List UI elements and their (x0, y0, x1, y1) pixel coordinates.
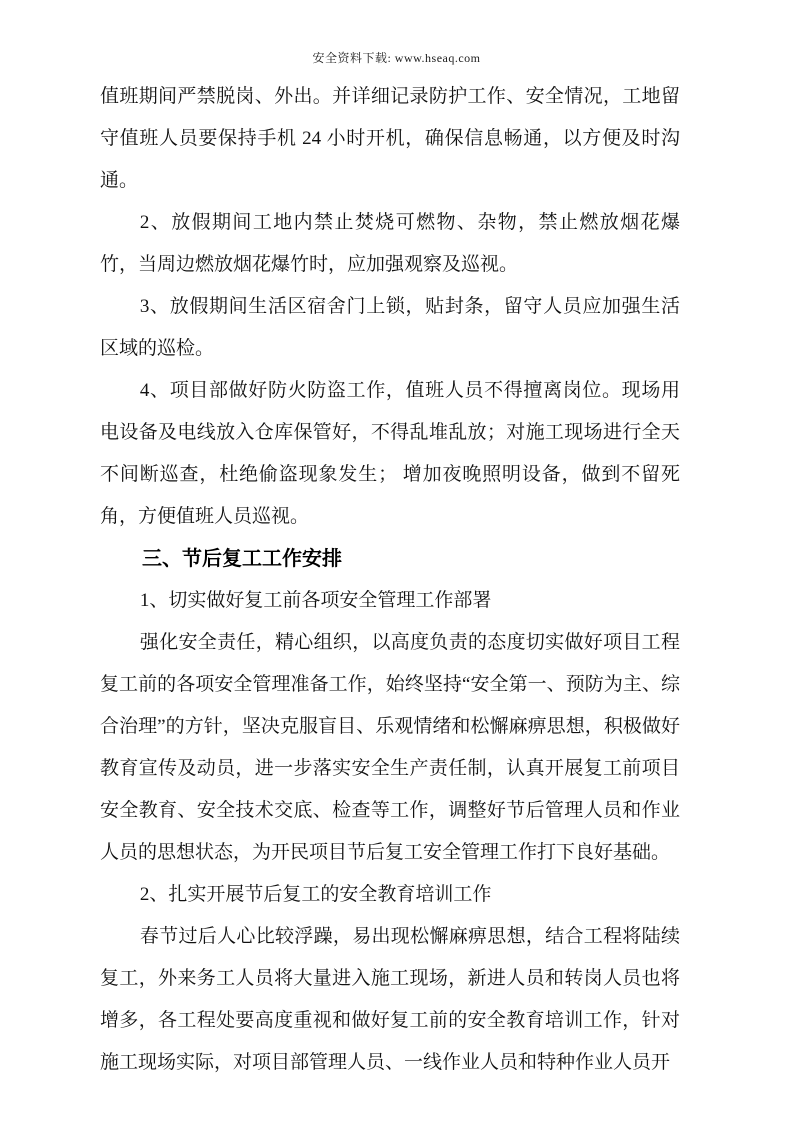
paragraph: 春节过后人心比较浮躁，易出现松懈麻痹思想，结合工程将陆续复工，外来务工人员将大量进入施工现场，新进人员和转岗人员也将增多，各工程处要高度重视和做好复工前的安全教育培训工作，针对施工现场实际，对项目部管理人员、一线作业人员和特种作业人员开 (100, 926, 680, 1073)
section-heading: 三、节后复工工作安排 (142, 548, 342, 570)
paragraph: 4、项目部做好防火防盗工作，值班人员不得擅离岗位。现场用电设备及电线放入仓库保管好，不得乱堆乱放；对施工现场进行全天不间断巡查，杜绝偷盗现象发生； 增加夜晚照明设备，做到不留死角，方便值班人员巡视。 (100, 380, 680, 527)
page-header (0, 49, 793, 66)
paragraph: 强化安全责任，精心组织，以高度负责的态度切实做好项目工程复工前的各项安全管理准备工作，始终坚持“安全第一、预防为主、综合治理”的方针，坚决克服盲目、乐观情绪和松懈麻痹思想，积极做好教育宣传及动员，进一步落实安全生产责任制，认真开展复工前项目安全教育、安全技术交底、检查等工作，调整好节后管理人员和作业人员的思想状态，为开民项目节后复工安全管理工作打下良好基础。 (100, 632, 680, 863)
paragraph: 3、放假期间生活区宿舍门上锁，贴封条，留守人员应加强生活区域的巡检。 (100, 296, 680, 359)
header-download-text: 安全资料下载: www.hseaq.com (312, 51, 481, 65)
document-body (100, 76, 680, 1084)
paragraph: 值班期间严禁脱岗、外出。并详细记录防护工作、安全情况，工地留守值班人员要保持手机 24 小时开机，确保信息畅通，以方便及时沟通。 (100, 86, 680, 191)
paragraph: 2、放假期间工地内禁止焚烧可燃物、杂物，禁止燃放烟花爆竹，当周边燃放烟花爆竹时，应加强观察及巡视。 (100, 212, 680, 275)
paragraph: 1、切实做好复工前各项安全管理工作部署 (139, 590, 492, 611)
paragraph: 2、扎实开展节后复工的安全教育培训工作 (139, 884, 492, 905)
